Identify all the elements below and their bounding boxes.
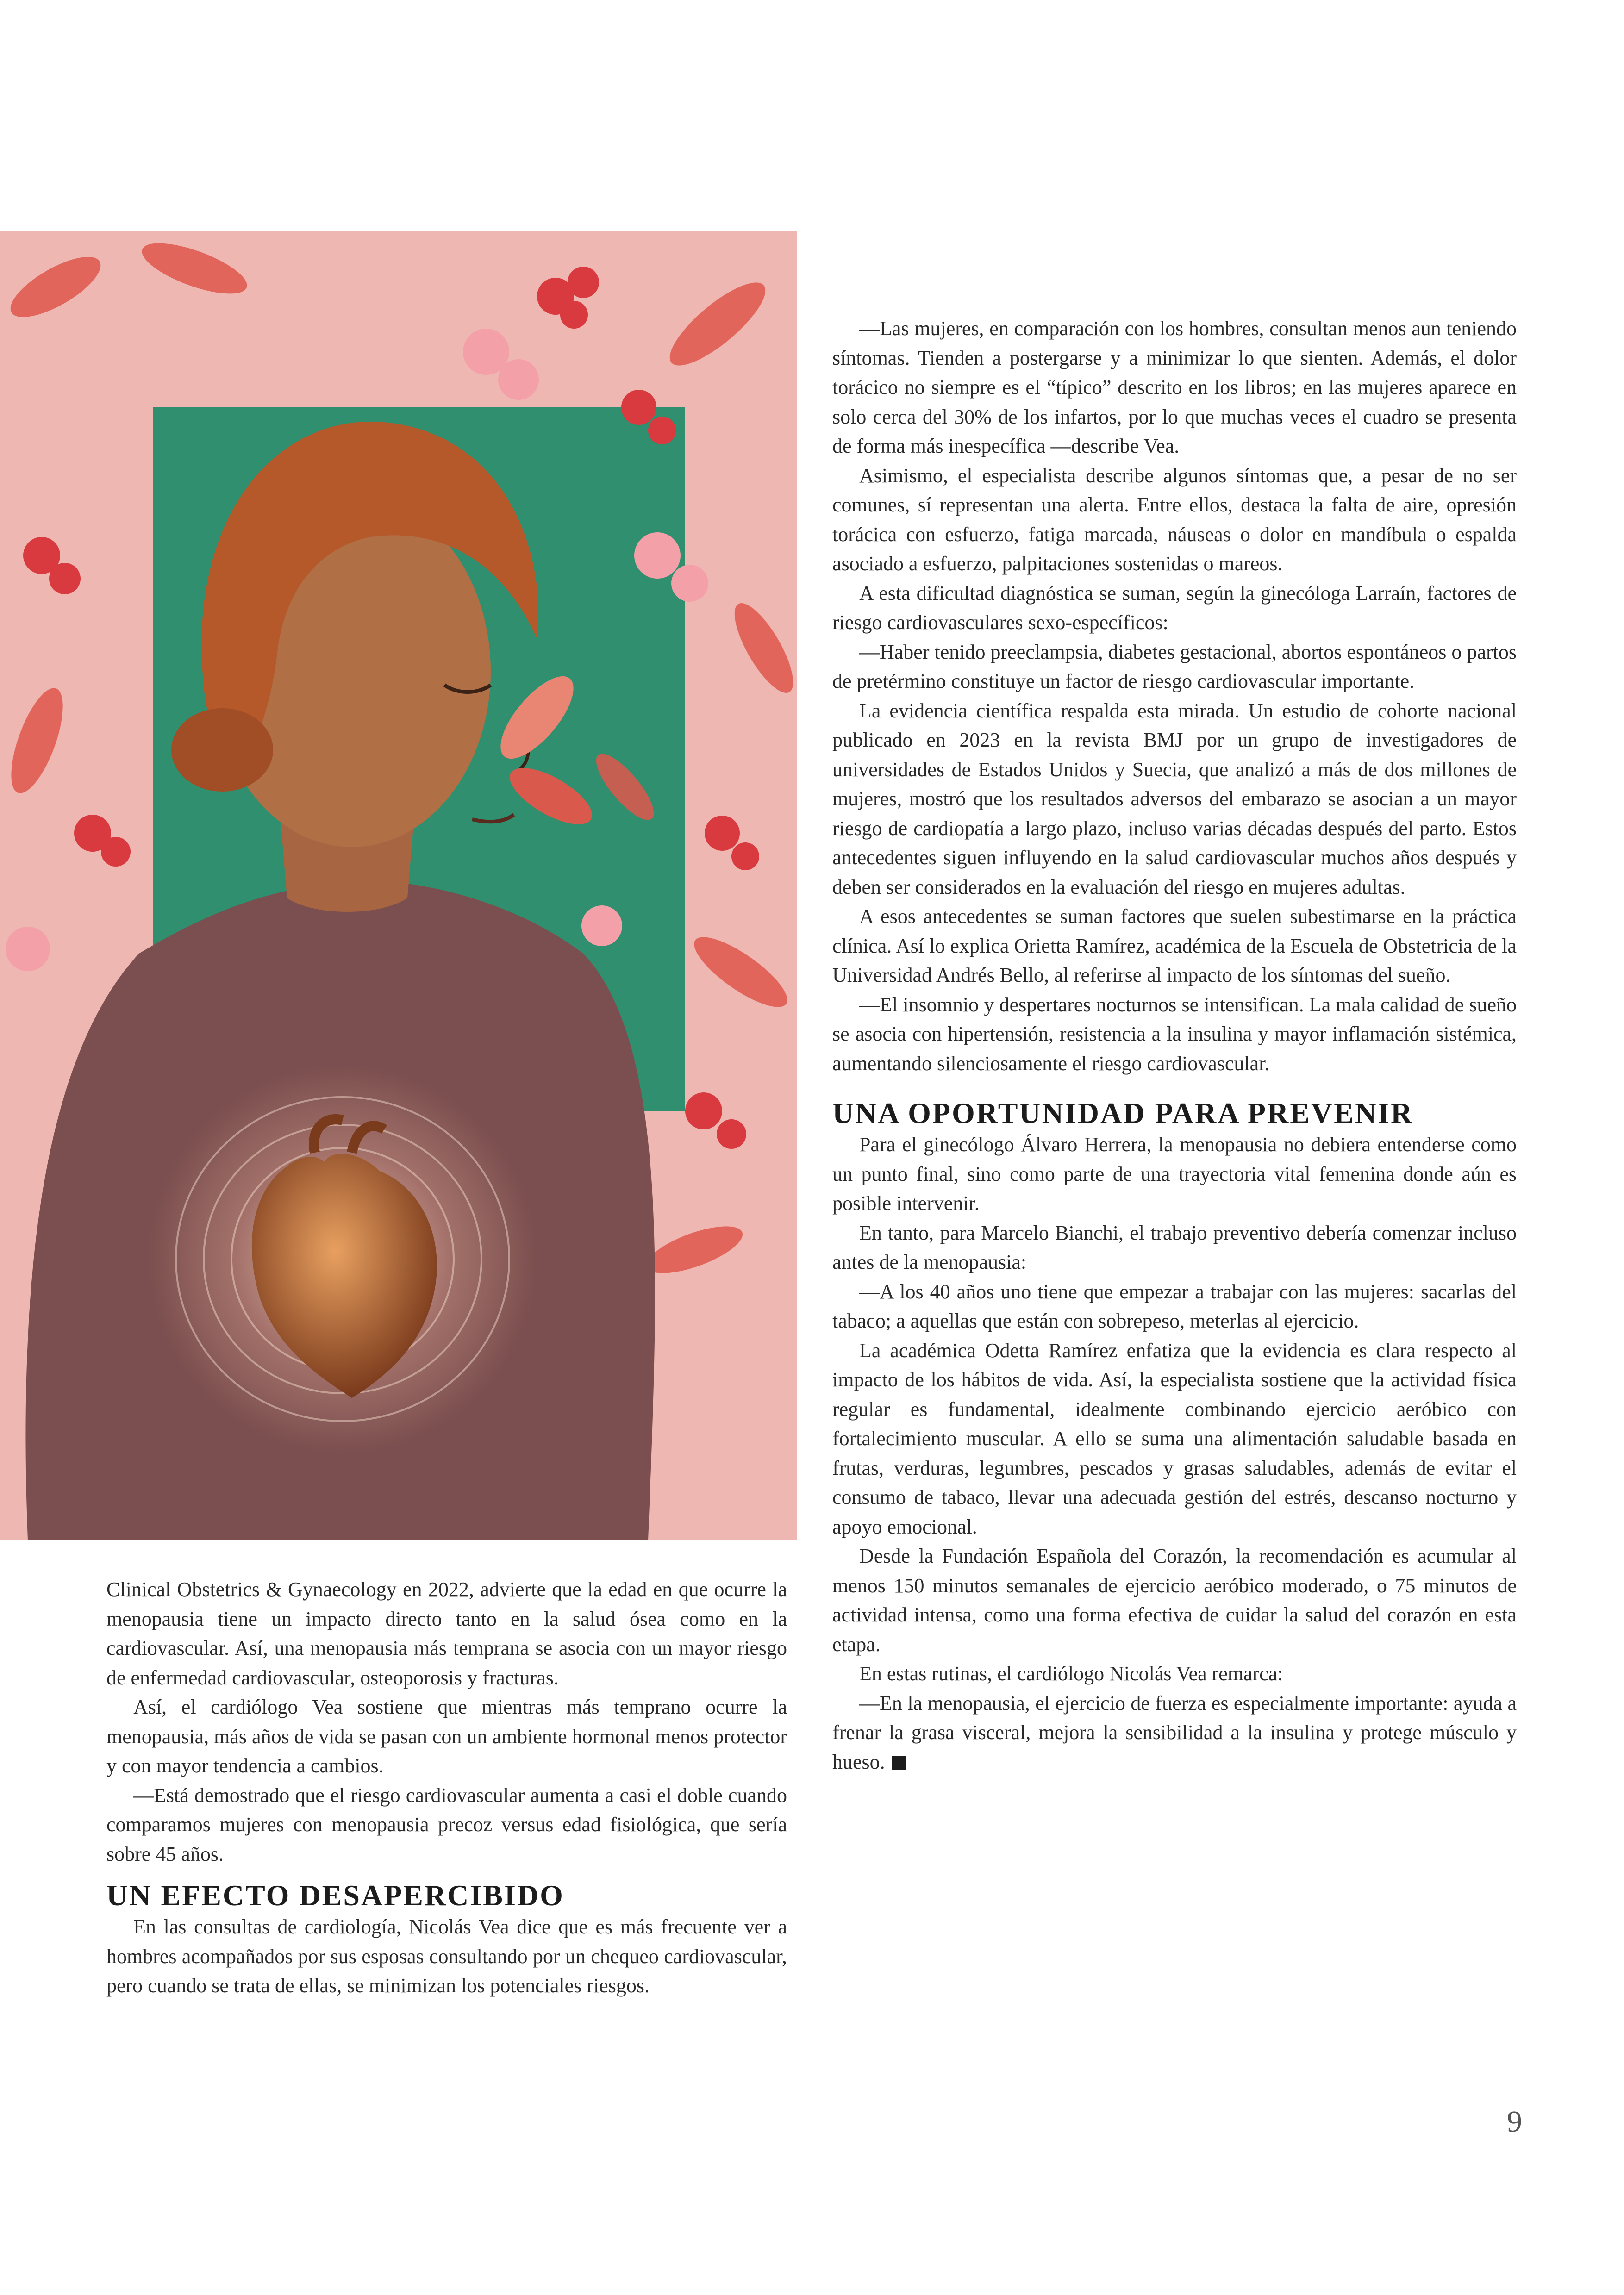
paragraph: —Las mujeres, en comparación con los hombres, consultan menos aun teniendo síntomas. Tienden a postergarse y a minimizar lo que sienten. Además, el dolor torácico no siempre es el “típico” descrito en los libros; en las mujeres aparece en solo cerca del 30% de los infartos, por lo que muchas veces el cuadro se presenta de forma más inespecífica —describe Vea. <box>832 317 1517 457</box>
paragraph: —El insomnio y despertares nocturnos se intensifican. La mala calidad de sueño se asocia con hipertensión, resistencia a la insulina y mayor inflamación sistémica, aumentando silenciosamente el riesgo cardiovascular. <box>832 993 1517 1075</box>
section-heading: UNA OPORTUNIDAD PARA PREVENIR <box>832 1097 1414 1129</box>
paragraph: Clinical Obstetrics & Gynaecology en 2022, advierte que la edad en que ocurre la menopausia tiene un impacto directo tanto en la salud ósea como en la cardiovascular. Así, una menopausia más temprana se asocia con un mayor riesgo de enfermedad cardiovascular, osteoporosis y fracturas. <box>106 1578 787 1689</box>
paragraph: —Está demostrado que el riesgo cardiovascular aumenta a casi el doble cuando comparamos mujeres con menopausia precoz versus edad fisiológica, que sería sobre 45 años. <box>106 1784 787 1865</box>
paragraph: —Haber tenido preeclampsia, diabetes gestacional, abortos espontáneos o partos de pretérmino constituye un factor de riesgo cardiovascular importante. <box>832 640 1517 692</box>
paragraph: Desde la Fundación Española del Corazón, la recomendación es acumular al menos 150 minutos semanales de ejercicio aeróbico moderado, o 75 minutos de actividad intensa, como una forma efectiva de cuidar la salud del corazón en esta etapa. <box>832 1545 1517 1656</box>
page-number: 9 <box>1507 2105 1522 2139</box>
left-text-column <box>106 1575 787 2001</box>
paragraph: En las consultas de cardiología, Nicolás Vea dice que es más frecuente ver a hombres acompañados por sus esposas consultando por un chequeo cardiovascular, pero cuando se trata de ellas, se minimizan los potenciales riesgos. <box>106 1915 787 1997</box>
paragraph: A esos antecedentes se suman factores que suelen subestimarse en la práctica clínica. Así lo explica Orietta Ramírez, académica de la Escuela de Obstetricia de la Universidad Andrés Bello, al referirse al impacto de los síntomas del sueño. <box>832 905 1517 986</box>
paragraph-final <box>832 1689 1517 1777</box>
paragraph: Así, el cardiólogo Vea sostiene que mientras más temprano ocurre la menopausia, más años de vida se pasan con un ambiente hormonal menos protector y con mayor tendencia a cambios. <box>106 1696 787 1777</box>
editorial-illustration <box>0 231 797 1540</box>
paragraph: Asimismo, el especialista describe algunos síntomas que, a pesar de no ser comunes, sí representan una alerta. Entre ellos, destaca la falta de aire, opresión torácica con esfuerzo, fatiga marcada, náuseas o dolor en mandíbula o espalda asociado a esfuerzo, palpitaciones sostenidas o mareos. <box>832 464 1517 575</box>
paragraph-text: —En la menopausia, el ejercicio de fuerza es especialmente importante: ayuda a frenar la grasa visceral, mejora la sensibilidad a la insulina y protege músculo y hueso. <box>832 1691 1517 1773</box>
paragraph: En estas rutinas, el cardiólogo Nicolás Vea remarca: <box>859 1662 1283 1685</box>
woman-heart-icon <box>0 231 797 1540</box>
paragraph: En tanto, para Marcelo Bianchi, el trabajo preventivo debería comenzar incluso antes de la menopausia: <box>832 1221 1517 1273</box>
section-heading: UN EFECTO DESAPERCIBIDO <box>106 1879 564 1912</box>
paragraph: Para el ginecólogo Álvaro Herrera, la menopausia no debiera entenderse como un punto final, sino como parte de una trayectoria vital femenina donde aún es posible intervenir. <box>832 1133 1517 1215</box>
right-text-column <box>832 314 1517 1777</box>
paragraph: —A los 40 años uno tiene que empezar a trabajar con las mujeres: sacarlas del tabaco; a aquellas que están con sobrepeso, meterlas al ejercicio. <box>832 1280 1517 1332</box>
paragraph: La evidencia científica respalda esta mirada. Un estudio de cohorte nacional publicado en 2023 en la revista BMJ por un grupo de investigadores de universidades de Estados Unidos y Suecia, que analizó a más de dos millones de mujeres, mostró que los resultados adversos del embarazo se asocian a un mayor riesgo de cardiopatía a largo plazo, incluso varias décadas después del parto. Estos antecedentes siguen influyendo en la salud cardiovascular muchos años después y deben ser considerados en la evaluación del riesgo en mujeres adultas. <box>832 699 1517 898</box>
paragraph: A esta dificultad diagnóstica se suman, según la ginecóloga Larraín, factores de riesgo cardiovasculares sexo-específicos: <box>832 581 1517 634</box>
end-mark-icon <box>892 1756 906 1770</box>
paragraph: La académica Odetta Ramírez enfatiza que la evidencia es clara respecto al impacto de los hábitos de vida. Así, la especialista sostiene que la actividad física regular es fundamental, idealmente combinando ejercicio aeróbico con fortalecimiento muscular. A ello se suma una alimentación saludable basada en frutas, verduras, legumbres, pescados y grasas saludables, además de evitar el consumo de tabaco, llevar una adecuada gestión del estrés, descanso nocturno y apoyo emocional. <box>832 1339 1517 1538</box>
